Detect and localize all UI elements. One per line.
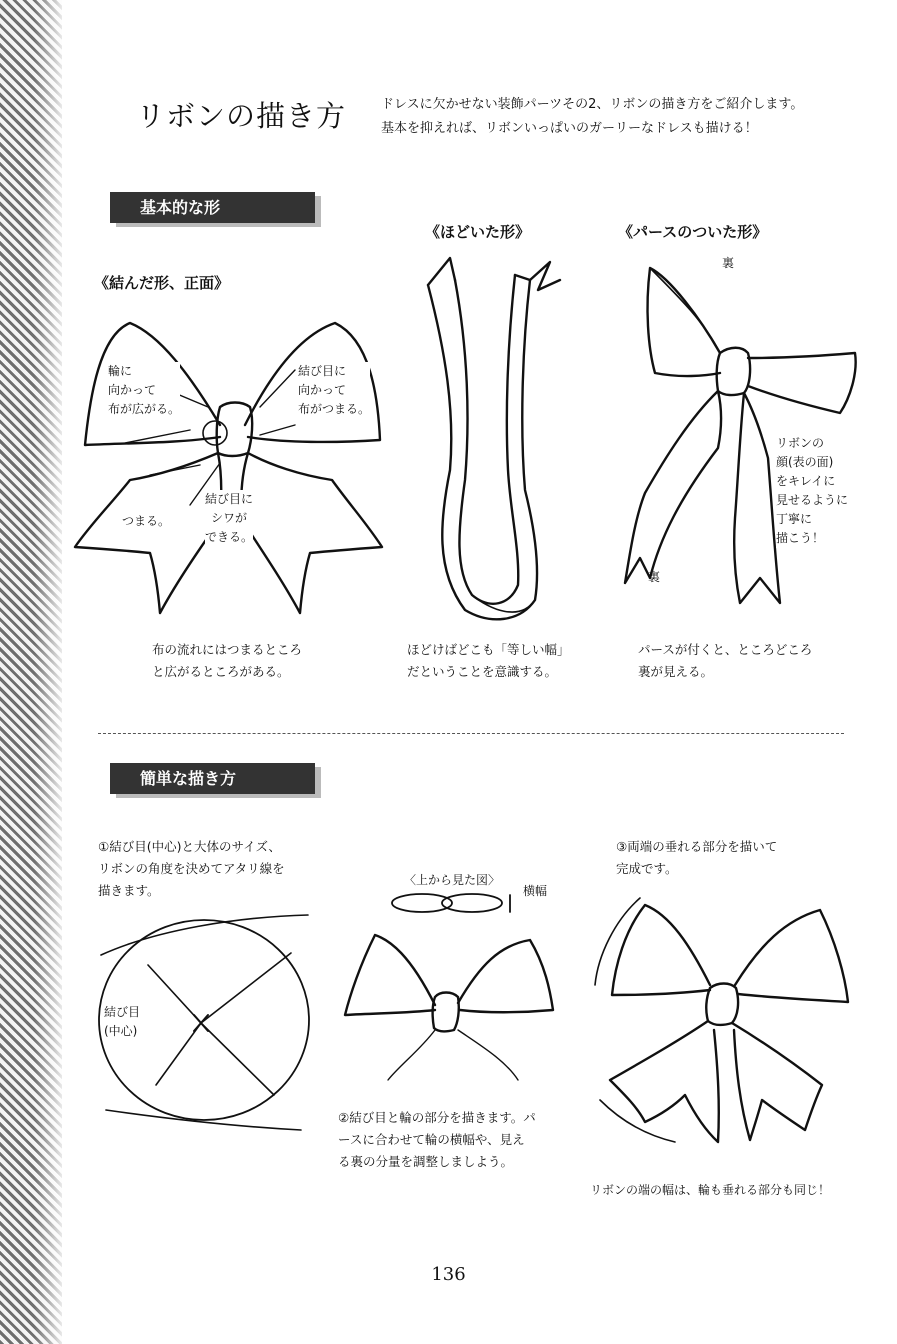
perspective-annot [776,434,848,548]
annot-line: 結び目に [298,364,347,378]
annot-line: 丁寧に [776,512,813,526]
tied-caption [152,639,302,683]
ura-label-top: 裏 [722,256,735,270]
caption-line: ほどけばどこも「等しい幅」 [407,642,570,657]
untied-caption [407,639,570,683]
annot-line: をキレイに [776,474,836,488]
step1-text [98,836,285,902]
untied-heading: 《ほどいた形》 [425,223,531,241]
annot-line: 描こう！ [776,531,825,545]
step-line: リボンの角度を決めてアタリ線を [98,861,285,876]
tied-annot-tsumaru: つまる。 [122,512,170,531]
caption-line: と広がるところがある。 [152,664,290,679]
tied-bow-illustration [70,315,390,615]
step2-text [338,1107,536,1173]
width-label: 横幅 [523,884,548,898]
center-label-line: (中心) [104,1024,138,1038]
intro-text [381,93,803,141]
step2-loops-illustration [340,885,570,1090]
caption-line: 布の流れにはつまるところ [152,642,303,657]
center-label-line: 結び目 [104,1005,141,1019]
section-tab-basic: 基本的な形 [110,192,315,223]
tied-annot-right [298,362,370,419]
intro-line: 基本を抑えれば、リボンいっぱいのガーリーなドレスも描ける！ [381,121,758,136]
step3-finished-bow-illustration [590,890,850,1155]
center-label [104,1003,140,1041]
step3-note: リボンの端の幅は、輪も垂れる部分も同じ！ [590,1183,831,1197]
tied-heading: 《結んだ形、正面》 [94,274,230,292]
annot-line: 顔(表の面) [776,455,834,469]
annot-line: シワが [211,511,248,525]
caption-line: だということを意識する。 [407,664,558,679]
step-line: る裏の分量を調整しましよう。 [338,1154,514,1169]
step-line: ②結び目と輪の部分を描きます。パ [338,1110,536,1125]
annot-line: 向かって [108,383,157,397]
houndstooth-margin-strip [0,0,62,1344]
annot-line: 布が広がる。 [108,402,181,416]
annot-line: 布がつまる。 [298,402,371,416]
step-line: ①結び目(中心)と大体のサイズ、 [98,839,281,854]
tied-annot-center [205,490,253,547]
top-view-label: 〈上から見た図〉 [404,873,501,887]
tied-annot-left [108,362,180,419]
section-divider [98,733,844,734]
untied-ribbon-illustration [410,250,580,630]
ura-label-bottom: 裏 [648,570,661,584]
step-line: 描きます。 [98,883,160,898]
annot-line: リボンの [776,436,825,450]
perspective-heading: 《パースのついた形》 [618,223,768,241]
annot-line: 結び目に [205,492,254,506]
step-line: 完成です。 [616,861,678,876]
annot-line: 見せるように [776,493,849,507]
caption-line: パースが付くと、ところどころ [638,642,813,657]
annot-line: 輪に [108,364,133,378]
perspective-caption [638,639,812,683]
intro-line: ドレスに欠かせない装飾パーツその2、リボンの描き方をご紹介します。 [381,97,804,112]
step-line: ースに合わせて輪の横幅や、見え [338,1132,525,1147]
page-title: リボンの描き方 [136,99,347,133]
annot-line: 向かって [298,383,347,397]
section-tab-simple: 簡単な描き方 [110,763,315,794]
step3-text [616,836,777,880]
step-line: ③両端の垂れる部分を描いて [616,839,778,854]
annot-line: できる。 [205,530,254,544]
caption-line: 裏が見える。 [638,664,714,679]
page-number: 136 [431,1264,466,1285]
